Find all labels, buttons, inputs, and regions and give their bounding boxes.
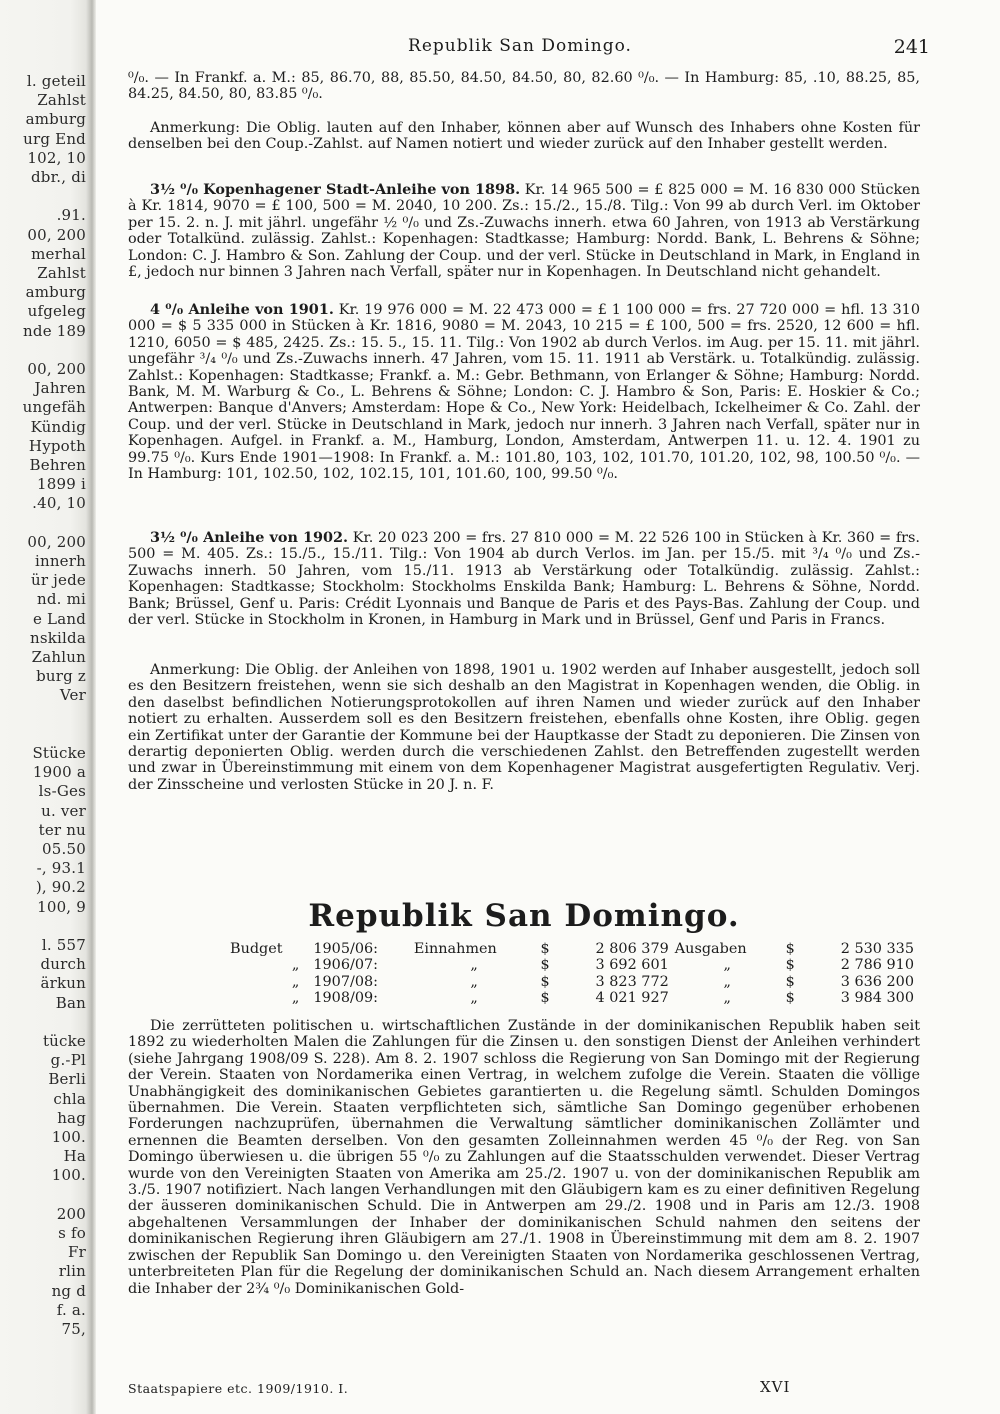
kurs-paragraph-1896: ⁰/₀. — In Frankf. a. M.: 85, 86.70, 88, 85.50, 84.50, 84.50, 80, 82.60 ⁰/₀. — In Hamburg: 85, .10, 88.25, 85, 84.25, 84.50, 80, 83.85 ⁰/₀. (128, 70, 920, 103)
gutter-text-fragment: -, 93.1 (36, 859, 86, 878)
gutter-text-fragment: Kündig (30, 417, 86, 436)
loan-1901-paragraph (128, 302, 920, 482)
gutter-text-fragment: u. ver (41, 801, 86, 820)
gutter-text-fragment: 75, (61, 1320, 86, 1338)
budget-table (230, 941, 920, 1007)
gutter-text-fragment: 102, 10 (27, 148, 86, 167)
income-label: „ (470, 957, 478, 974)
gutter-text-fragment: Zahlst (37, 91, 86, 110)
gutter-text-fragment: 1899 i (37, 475, 86, 494)
loan-1898-paragraph (128, 182, 920, 280)
gutter-text-fragment: ng d (51, 1281, 86, 1300)
gutter-text-fragment: amburg (25, 283, 86, 302)
income-amount: 3 823 772 (595, 973, 669, 990)
gutter-text-fragment: dbr., di (30, 168, 86, 186)
loan-1902-body: Kr. 20 023 200 = frs. 27 810 000 = M. 22 526 100 in Stücken à Kr. 360 = frs. 500 = M. 405. Zs.: 15./5., 15./11. Tilg.: Von 1904 ab durch Verlos. im Jan. per 15./5. mit ³/₄ ⁰/₀ und Zs.-Zuwachs innerh. 50 Jahren, vom 15./11. 1913 ab Verstärkung oder Totalkündig. zulässig. Zahlst.: Kopenhagen: Stadtkasse; Stockholm: Stockholms Enskilda Bank; Hamburg: L. Behrens & Söhne, Nordd. Bank; Brüssel, Genf u. Paris: Crédit Lyonnais und Banque de Paris et des Pays-Bas. Zahlung der Coup. und der verl. Stücke in Stockholm in Kronen, in Hamburg in Mark und in Brüssel, Genf und Paris in Francs. (128, 530, 921, 629)
page-number: 241 (893, 36, 930, 58)
ditto-mark: „ (291, 990, 300, 1007)
ditto-mark: „ (291, 973, 300, 990)
gutter-text-fragment: hag (57, 1108, 86, 1127)
budget-year: 1907/08: (313, 973, 378, 990)
gutter-text-fragment: .40, 10 (32, 494, 86, 513)
income-label: Einnahmen (413, 941, 497, 957)
gutter-text-fragment: ärkun (40, 974, 86, 993)
expense-label: „ (723, 957, 731, 974)
gutter-text-fragment: ter nu (38, 820, 86, 839)
budget-row (230, 990, 920, 1006)
gutter-text-fragment: l. geteil (26, 72, 86, 90)
gutter-text-fragment: 100. (51, 1166, 86, 1185)
expense-label: „ (723, 990, 731, 1007)
gutter-text-fragment: Hypoth (28, 436, 86, 455)
budget-label: Budget (230, 941, 283, 957)
gutter-text-fragment: urg End (23, 129, 86, 148)
loan-1901-heading: 4 ⁰/₀ Anleihe von 1901. (150, 301, 334, 318)
gutter-text-fragment: merhal (31, 244, 86, 263)
budget-row (230, 974, 920, 990)
ditto-mark: „ (291, 957, 300, 974)
gutter-text-fragment: ), 90.2 (35, 878, 86, 897)
expense-amount: 3 636 200 (840, 973, 914, 990)
gutter-text-fragment: burg z (36, 667, 86, 686)
loan-1902-heading: 3½ ⁰/₀ Anleihe von 1902. (150, 529, 349, 546)
expense-label: Ausgaben (674, 941, 747, 957)
currency-symbol: $ (785, 957, 795, 974)
budget-row (230, 941, 920, 957)
gutter-text-fragment: innerh (34, 552, 86, 570)
footer-signature: Staatspapiere etc. 1909/1910. I. (128, 1381, 349, 1396)
gutter-text-fragment: 100, 9 (37, 897, 86, 916)
gutter-text-fragment: 200 (56, 1204, 86, 1223)
gutter-text-fragment: 05.50 (42, 840, 86, 858)
expense-amount: 2 786 910 (840, 957, 914, 974)
income-label: „ (470, 990, 478, 1007)
gutter-text-fragment: nskilda (30, 628, 86, 647)
gutter-text-fragment: Behren (29, 456, 86, 474)
gutter-text-fragment: 1900 a (32, 763, 86, 782)
loan-1901-body: Kr. 19 976 000 = M. 22 473 000 = £ 1 100 000 = frs. 27 720 000 = hfl. 13 310 000 = $ 5 335 000 in Stücken à Kr. 1816, 9080 = M. 2043, 10 215 = £ 100, 500 = frs. 2520, 12 600 = hfl. 1210, 6050 = $ 485, 2425. Zs.: 15. 5., 15. 11. Tilg.: Von 1902 ab durch Verlos. im Aug. per 15. 11. mit jährl. ungefähr ³/₄ ⁰/₀ und Zs.-Zuwachs innerh. 47 Jahren, vom 15. 11. 1911 ab Verstärk. u. Totalkündig. zulässig. Zahlst.: Kopenhagen: Stadtkasse; Frankf. a. M.: Gebr. Bethmann, von Erlanger & Söhne; Hamburg: Nordd. Bank, M. M. Warburg & Co., L. Behrens & Söhne; London: C. J. Hambro & Son, Paris: E. Hoskier & Co.; Antwerpen: Banque d'Anvers; Amsterdam: Hope & Co., New York: Heidelbach, Ickelheimer & Co. Zahl. der Coup. und der verl. Stücke in Deutschland in Mark, jedoch nur innerh. 3 Jahren nach Verfall, später nur in Kopenhagen. Aufgel. in Frankf. a. M., Hamburg, London, Amsterdam, Antwerpen 11. u. 12. 4. 1901 zu 99.75 ⁰/₀. Kurs Ende 1901—1908: In Frankf. a. M.: 101.80, 103, 102, 101.70, 101.20, 102, 98, 100.50 ⁰/₀. — In Hamburg: 101, 102.50, 102, 102.15, 101, 101.60, 100, 99.50 ⁰/₀. (128, 302, 920, 483)
currency-symbol: $ (540, 957, 550, 974)
loan-1898-body: Kr. 14 965 500 = £ 825 000 = M. 16 830 000 Stücken à Kr. 1814, 9070 = £ 100, 500 = M. 2040, 10 200. Zs.: 15./2., 15./8. Tilg.: Von 99 ab durch Verl. im Oktober per 15. 2. n. J. mit jährl. ungefähr ½ ⁰/₀ und Zs.-Zuwachs innerh. etwa 60 Jahren, von 1913 ab Verstärkung oder Totalkünd. zulässig. Zahlst.: Kopenhagen: Stadtkasse; Hamburg: Nordd. Bank, L. Behrens & Söhne; London: C. J. Hambro & Son. Zahlung der Coup. und der verl. Stücke in Deutschland in Mark, in England in £, jedoch nur binnen 3 Jahren nach Verfall, später nur in Kopenhagen. In Deutschland nicht gehandelt. (128, 182, 920, 281)
gutter-text-fragment: l. 557 (41, 936, 86, 954)
gutter-text-fragment: ür jede (30, 571, 86, 590)
gutter-text-fragment: rlin (58, 1262, 86, 1281)
gutter-text-fragment: Berli (48, 1070, 86, 1089)
gutter-text-fragment: ls-Ges (38, 782, 86, 801)
gutter-text-fragment: 00, 200 (27, 532, 86, 551)
currency-symbol: $ (540, 990, 550, 1007)
anmerkung-paragraph-2: Anmerkung: Die Oblig. der Anleihen von 1898, 1901 u. 1902 werden auf Inhaber ausgestellt, jedoch soll es den Besitzern freistehen, wenn sie sich deshalb an den Magistrat in Kopenhagen wenden, die Oblig. in den daselbst befindlichen Notierungsprotokollen auf ihren Namen und wieder zurück auf den Inhaber notiert zu erhalten. Ausserdem soll es den Besitzern freistehen, ebenfalls ohne Kosten, ihre Oblig. gegen ein Zertifikat unter der Garantie der Kommune bei der Hauptkasse der Stadt zu deponieren. Die Zinsen von derartig deponierten Oblig. werden durch die verschiedenen Zahlst. den Betreffenden zugestellt werden und zwar in Übereinstimmung mit einem von dem Kopenhagener Magistrat ausgefertigten Regulativ. Verj. der Zinsscheine und verlosten Stücke in 20 J. n. F. (128, 662, 920, 793)
gutter-text-fragment: Ban (55, 993, 86, 1012)
expense-amount: 3 984 300 (840, 990, 914, 1007)
gutter-text-fragment: tücke (42, 1032, 86, 1050)
loan-1902-paragraph (128, 530, 920, 628)
gutter-text-fragment: 100. (51, 1128, 86, 1146)
expense-label: „ (723, 973, 731, 990)
sheet-number: XVI (760, 1378, 791, 1396)
gutter-text-fragment: Zahlst (37, 264, 86, 282)
gutter-text-fragment: e Land (32, 609, 86, 628)
currency-symbol: $ (785, 941, 795, 957)
gutter-text-fragment: 00, 200 (27, 360, 86, 378)
gutter-text-fragment: f. a. (56, 1300, 86, 1319)
income-amount: 3 692 601 (595, 957, 669, 974)
currency-symbol: $ (785, 990, 795, 1007)
gutter-text-fragment: Zahlun (31, 648, 86, 666)
gutter-text-fragment: Jahren (34, 379, 86, 398)
gutter-text-fragment: amburg (25, 110, 86, 129)
adjacent-page-edge (0, 0, 96, 1414)
budget-year: 1906/07: (313, 957, 378, 974)
section-title: Republik San Domingo. (308, 898, 740, 934)
budget-row (230, 957, 920, 973)
running-head: Republik San Domingo. (408, 36, 632, 56)
gutter-text-fragment: 00, 200 (27, 225, 86, 244)
currency-symbol: $ (540, 941, 550, 957)
currency-symbol: $ (785, 973, 795, 990)
budget-year: 1905/06: (313, 941, 378, 957)
income-label: „ (470, 973, 478, 990)
anmerkung-paragraph-1: Anmerkung: Die Oblig. lauten auf den Inhaber, können aber auf Wunsch des Inhabers ohne Kosten für denselben bei den Coup.-Zahlst. auf Namen notiert und wieder zurück auf den Inhaber gestellt werden. (128, 120, 920, 153)
page-header (110, 36, 930, 60)
san-domingo-paragraph: Die zerrütteten politischen u. wirtschaftlichen Zustände in der dominikanischen Republik haben seit 1892 zu wiederholten Malen die Zahlungen für die Zinsen u. den sonstigen Dienst der Anleihen verhindert (siehe Jahrgang 1908/09 S. 228). Am 8. 2. 1907 schloss die Regierung von San Domingo mit der Regierung der Verein. Staaten von Nordamerika einen Vertrag, in welchem zufolge die Verein. Staaten die völlige Unabhängigkeit des dominikanischen Gebietes garantierten u. die Regelung sämtl. Schulden Domingos übernahmen. Die Verein. Staaten verpflichteten sich, sämtliche San Domingo gegenüber erhobenen Forderungen nachzuprüfen, übernahmen die Verwaltung sämtlicher dominikanischen Zollämter und ernennen die Beamten derselben. Von den gesamten Zolleinnahmen werden 45 ⁰/₀ der Reg. von San Domingo überwiesen u. die übrigen 55 ⁰/₀ zu Zahlungen auf die Staatsschulden verwendet. Dieser Vertrag wurde von den Vereinigten Staaten von Amerika am 25./2. 1907 u. von der dominikanischen Republik am 3./5. 1907 notifiziert. Nach langen Verhandlungen mit den Gläubigern kam es zu einer definitiven Regelung der äusseren dominikanischen Schuld. Die in Antwerpen am 29./2. 1908 und in Paris am 12./3. 1908 abgehaltenen Versammlungen der Inhaber der dominikanischen Schuld nahmen den seitens der dominikanischen Regierung ihren Gläubigern am 27./1. 1908 in Übereinstimmung mit dem am 8. 2. 1907 zwischen der Republik San Domingo u. den Vereinigten Staaten von Nordamerika geschlossenen Vertrag, unterbreiteten Plan für die Regelung der dominikanischen Schuld an. Nach diesem Arrangement erhalten die Inhaber der 2¾ ⁰/₀ Dominikanischen Gold- (128, 1018, 920, 1297)
expense-amount: 2 530 335 (840, 941, 914, 957)
gutter-text-fragment: ufgeleg (27, 302, 86, 321)
gutter-text-fragment: Ha (63, 1147, 86, 1166)
gutter-text-fragment: Fr (68, 1243, 86, 1262)
income-amount: 4 021 927 (595, 990, 669, 1007)
gutter-text-fragment: .91. (56, 206, 86, 225)
gutter-text-fragment: chla (53, 1089, 86, 1108)
gutter-text-fragment: g.-Pl (50, 1051, 86, 1070)
gutter-text-fragment: s fo (58, 1224, 86, 1242)
gutter-text-fragment: Stücke (32, 744, 86, 762)
gutter-text-fragment: durch (40, 955, 86, 974)
income-amount: 2 806 379 (595, 941, 669, 957)
budget-year: 1908/09: (313, 990, 378, 1007)
gutter-text-fragment: nd. mi (36, 590, 86, 609)
gutter-text-fragment: nde 189 (23, 321, 86, 340)
gutter-text-fragment: ungefäh (22, 398, 86, 417)
loan-1898-heading: 3½ ⁰/₀ Kopenhagener Stadt-Anleihe von 1898. (150, 181, 521, 198)
currency-symbol: $ (540, 973, 550, 990)
gutter-text-fragment: Ver (59, 686, 86, 705)
